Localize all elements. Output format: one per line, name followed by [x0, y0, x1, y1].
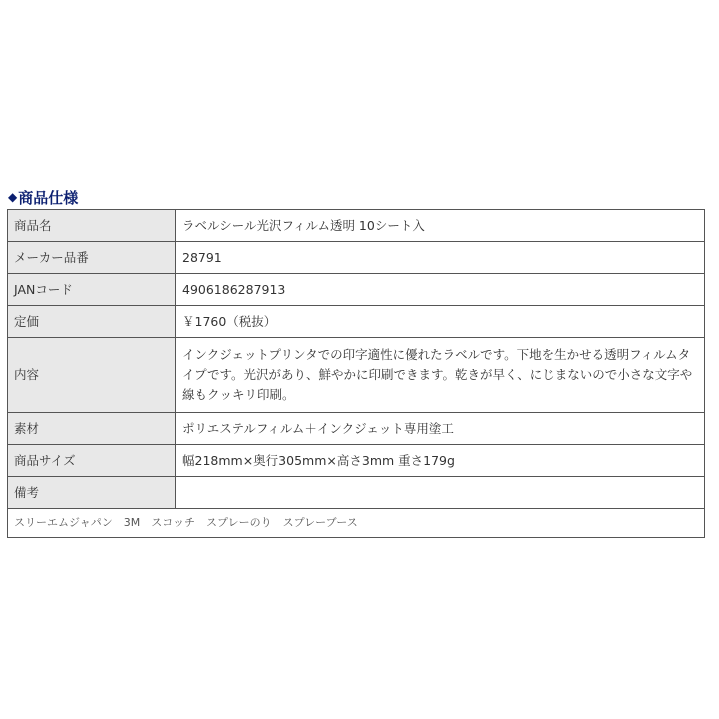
table-row-product-size	[8, 445, 705, 477]
row-label: 備考	[8, 477, 176, 509]
section-title: 商品仕様	[18, 188, 79, 207]
row-label: 定価	[8, 306, 176, 338]
table-row-list-price	[8, 306, 705, 338]
table-row-material	[8, 413, 705, 445]
table-row-keywords	[8, 509, 705, 538]
row-label: メーカー品番	[8, 242, 176, 274]
row-label: 内容	[8, 338, 176, 413]
row-value	[176, 477, 705, 509]
table-row-description	[8, 338, 705, 413]
row-label: JANコード	[8, 274, 176, 306]
row-label: 商品名	[8, 210, 176, 242]
row-value: 28791	[176, 242, 705, 274]
diamond-icon: ◆	[8, 190, 18, 204]
table-row-remarks	[8, 477, 705, 509]
row-label: 素材	[8, 413, 176, 445]
table-row-maker-part-number	[8, 242, 705, 274]
row-value: ポリエステルフィルム＋インクジェット専用塗工	[176, 413, 705, 445]
row-value: 4906186287913	[176, 274, 705, 306]
row-value: 幅218mm×奥行305mm×高さ3mm 重さ179g	[176, 445, 705, 477]
table-row-product-name	[8, 210, 705, 242]
section-heading	[8, 186, 705, 208]
table-row-jan-code	[8, 274, 705, 306]
row-value: インクジェットプリンタでの印字適性に優れたラベルです。下地を生かせる透明フィルムタイプです。光沢があり、鮮やかに印刷できます。乾きが早く、にじまないので小さな文字や線もクッキリ印刷。	[176, 338, 705, 413]
product-spec-section	[7, 186, 705, 538]
spec-table	[7, 209, 705, 538]
row-value: ￥1760（税抜）	[176, 306, 705, 338]
row-label: 商品サイズ	[8, 445, 176, 477]
keywords-text: スリーエムジャパン 3M スコッチ スプレーのり スプレーブース	[8, 509, 705, 538]
row-value: ラベルシール光沢フィルム透明 10シート入	[176, 210, 705, 242]
